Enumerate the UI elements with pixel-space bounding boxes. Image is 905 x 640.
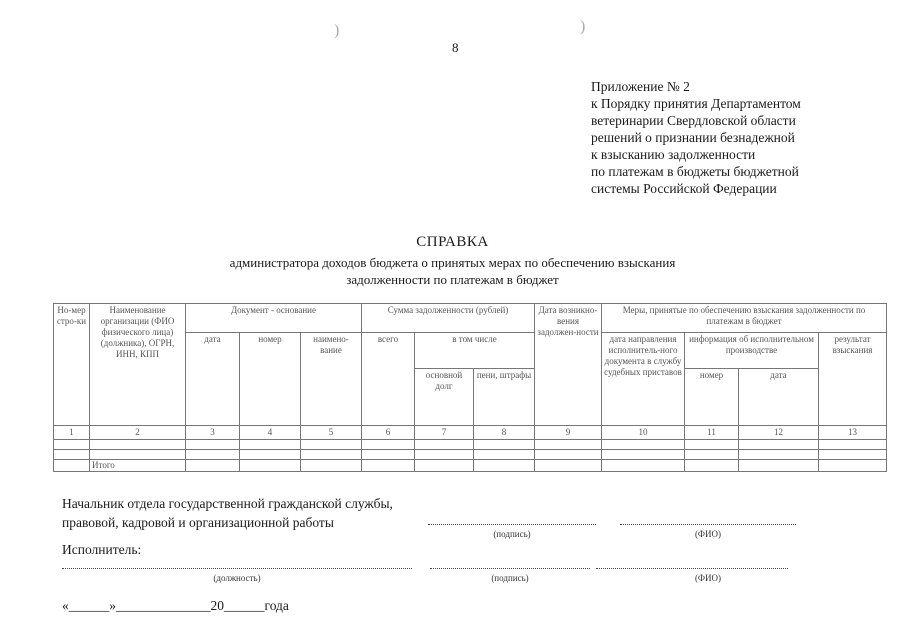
column-number: 12 [739,426,819,440]
column-number: 7 [415,426,474,440]
table-row [54,450,887,460]
appendix-line: по платежам в бюджеты бюджетной [591,164,799,179]
appendix-block [591,78,801,197]
header-debtor-name: Наименование организации (ФИО физического лица) (должника), ОГРН, ИНН, КПП [90,304,186,426]
scan-artifact-right: ) [580,18,586,35]
column-number: 11 [685,426,739,440]
column-number: 10 [602,426,685,440]
appendix-line: ветеринарии Свердловской области [591,113,796,128]
chief-title [62,494,393,532]
table-row [54,440,887,450]
executor-fio-caption: (ФИО) [694,573,722,583]
document-subtitle-line: администратора доходов бюджета о принятых мерах по обеспечению взыскания [229,255,676,270]
appendix-line: к Порядку принятия Департаментом [591,96,801,111]
header-doc-name: наимено-вание [301,333,362,426]
header-basis-document: Документ - основание [186,304,362,333]
column-number: 5 [301,426,362,440]
header-doc-date: дата [186,333,240,426]
header-doc-number: номер [240,333,301,426]
report-table [53,303,887,472]
appendix-line: системы Российской Федерации [591,181,777,196]
chief-fio-caption: (ФИО) [694,529,722,539]
appendix-line: Приложение № 2 [591,79,690,94]
header-penalties: пени, штрафы [474,369,535,426]
header-recovery-result: результат взыскания [819,333,887,426]
header-measures: Меры, принятые по обеспечению взыскания задолженности по платежам в бюджет [602,304,887,333]
column-number: 6 [362,426,415,440]
column-number: 8 [474,426,535,440]
header-enforcement-date: дата [739,369,819,426]
chief-signature-caption: (подпись) [493,529,531,539]
chief-fio-line [620,524,796,525]
executor-position-line [62,568,412,569]
column-number: 9 [535,426,602,440]
column-number: 1 [54,426,90,440]
header-sum-including: в том числе [415,333,535,369]
chief-signature-line [428,524,596,525]
executor-signature-line [430,568,590,569]
header-main-debt: основной долг [415,369,474,426]
header-enforcement-number: номер [685,369,739,426]
document-subtitle-line: задолженности по платежам в бюджет [346,272,559,287]
document-title: СПРАВКА [416,234,489,250]
chief-title-line: Начальник отдела государственной гражданской службы, [62,496,393,511]
header-debt-sum: Сумма задолженности (рублей) [362,304,535,333]
page-number: 8 [452,40,459,55]
scan-artifact-left: ) [334,22,340,39]
executor-fio-line [596,568,788,569]
header-date-arisen: Дата возникно-вения задолжен-ности [535,304,602,426]
header-row-number: Но-мер стро-ки [54,304,90,426]
total-label: Итого [90,460,186,472]
header-enforcement-info: информация об исполнительном производстве [685,333,819,369]
column-number: 3 [186,426,240,440]
total-row [54,460,887,472]
header-measure-date: дата направления исполнитель-ного документа в службу судебных приставов [602,333,685,426]
executor-signature-caption: (подпись) [491,573,529,583]
column-number: 2 [90,426,186,440]
column-number: 13 [819,426,887,440]
appendix-line: к взысканию задолженности [591,147,756,162]
date-field: «______»______________20______года [62,598,289,613]
appendix-line: решений о признании безнадежной [591,130,795,145]
executor-position-caption: (должность) [213,573,261,583]
executor-label: Исполнитель: [62,542,142,557]
header-sum-total: всего [362,333,415,426]
chief-title-line: правовой, кадровой и организационной работы [62,515,334,530]
column-number: 4 [240,426,301,440]
